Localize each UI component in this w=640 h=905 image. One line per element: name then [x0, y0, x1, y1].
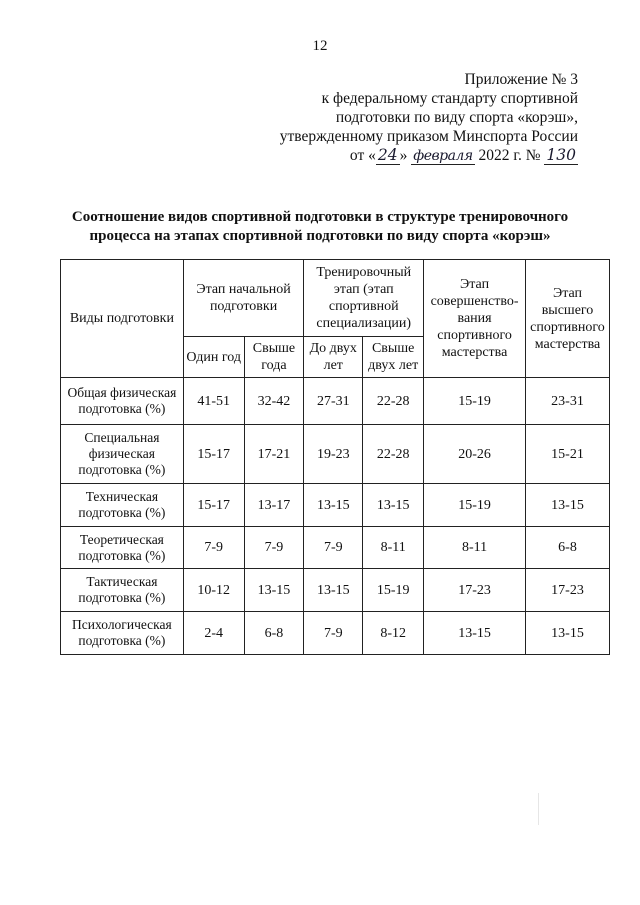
row-label: Теоретическая подготовка (%) — [61, 527, 184, 569]
table-row — [61, 527, 610, 569]
cell-value: 7-9 — [244, 527, 304, 569]
cell-value: 15-21 — [526, 425, 610, 484]
subheader-initial-year1: Один год — [183, 337, 244, 378]
cell-value: 15-19 — [424, 378, 526, 425]
subheader-initial-over1: Свыше года — [244, 337, 304, 378]
header-stage-initial: Этап начальной подготовки — [183, 260, 304, 337]
training-ratio-table — [60, 259, 610, 655]
table-row — [61, 612, 610, 655]
cell-value: 41-51 — [183, 378, 244, 425]
subheader-training-upto2: До двух лет — [304, 337, 363, 378]
date-year: 2022 г. № — [478, 147, 541, 164]
appendix-header — [278, 70, 578, 166]
cell-value: 7-9 — [183, 527, 244, 569]
row-label: Психологическая подготовка (%) — [61, 612, 184, 655]
cell-value: 8-12 — [363, 612, 424, 655]
cell-value: 2-4 — [183, 612, 244, 655]
appendix-title: Приложение № 3 — [464, 71, 578, 88]
row-label: Техническая подготовка (%) — [61, 484, 184, 527]
cell-value: 7-9 — [304, 612, 363, 655]
cell-value: 22-28 — [363, 425, 424, 484]
cell-value: 15-17 — [183, 484, 244, 527]
cell-value: 19-23 — [304, 425, 363, 484]
subheader-training-over2: Свыше двух лет — [363, 337, 424, 378]
cell-value: 17-21 — [244, 425, 304, 484]
cell-value: 6-8 — [244, 612, 304, 655]
header-stage-improvement: Этап совершенство-вания спортивного мастерства — [424, 260, 526, 378]
table-row — [61, 484, 610, 527]
cell-value: 13-15 — [526, 612, 610, 655]
title-line: Соотношение видов спортивной подготовки в структуре тренировочного — [71, 209, 569, 225]
cell-value: 15-19 — [363, 569, 424, 612]
cell-value: 13-15 — [363, 484, 424, 527]
title-line: процесса на этапах спортивной подготовки по виду спорта «корэш» — [89, 228, 551, 244]
header-stage-training: Тренировочный этап (этап спортивной специализации) — [304, 260, 424, 337]
cell-value: 13-15 — [304, 569, 363, 612]
table-row — [61, 425, 610, 484]
cell-value: 32-42 — [244, 378, 304, 425]
handwritten-day: 24 — [377, 146, 398, 164]
cell-value: 10-12 — [183, 569, 244, 612]
cell-value: 17-23 — [526, 569, 610, 612]
cell-value: 23-31 — [526, 378, 610, 425]
date-prefix: от « — [349, 147, 376, 164]
table-row — [61, 569, 610, 612]
cell-value: 20-26 — [424, 425, 526, 484]
appendix-date-line — [278, 146, 578, 166]
handwritten-order-number: 130 — [546, 146, 576, 164]
row-label: Специальная физическая подготовка (%) — [61, 425, 184, 484]
cell-value: 22-28 — [363, 378, 424, 425]
cell-value: 15-17 — [183, 425, 244, 484]
date-mid: » — [399, 147, 408, 164]
table-row — [61, 378, 610, 425]
cell-value: 8-11 — [424, 527, 526, 569]
appendix-line: утвержденному приказом Минспорта России — [279, 128, 578, 145]
cell-value: 7-9 — [304, 527, 363, 569]
cell-value: 8-11 — [363, 527, 424, 569]
header-kinds: Виды подготовки — [61, 260, 184, 378]
cell-value: 15-19 — [424, 484, 526, 527]
appendix-line: подготовки по виду спорта «корэш», — [335, 109, 578, 126]
appendix-line: к федеральному стандарту спортивной — [321, 90, 578, 107]
cell-value: 27-31 — [304, 378, 363, 425]
cell-value: 13-15 — [244, 569, 304, 612]
cell-value: 13-15 — [304, 484, 363, 527]
handwritten-month: февраля — [413, 148, 473, 164]
cell-value: 13-15 — [526, 484, 610, 527]
page-number: 12 — [312, 38, 328, 54]
header-stage-highest: Этап высшего спортивного мастерства — [526, 260, 610, 378]
row-label: Тактическая подготовка (%) — [61, 569, 184, 612]
cell-value: 13-15 — [424, 612, 526, 655]
cell-value: 13-17 — [244, 484, 304, 527]
table-header-row — [61, 260, 610, 337]
scan-mark — [538, 793, 539, 825]
cell-value: 17-23 — [424, 569, 526, 612]
cell-value: 6-8 — [526, 527, 610, 569]
document-title — [40, 208, 600, 246]
row-label: Общая физическая подготовка (%) — [61, 378, 184, 425]
